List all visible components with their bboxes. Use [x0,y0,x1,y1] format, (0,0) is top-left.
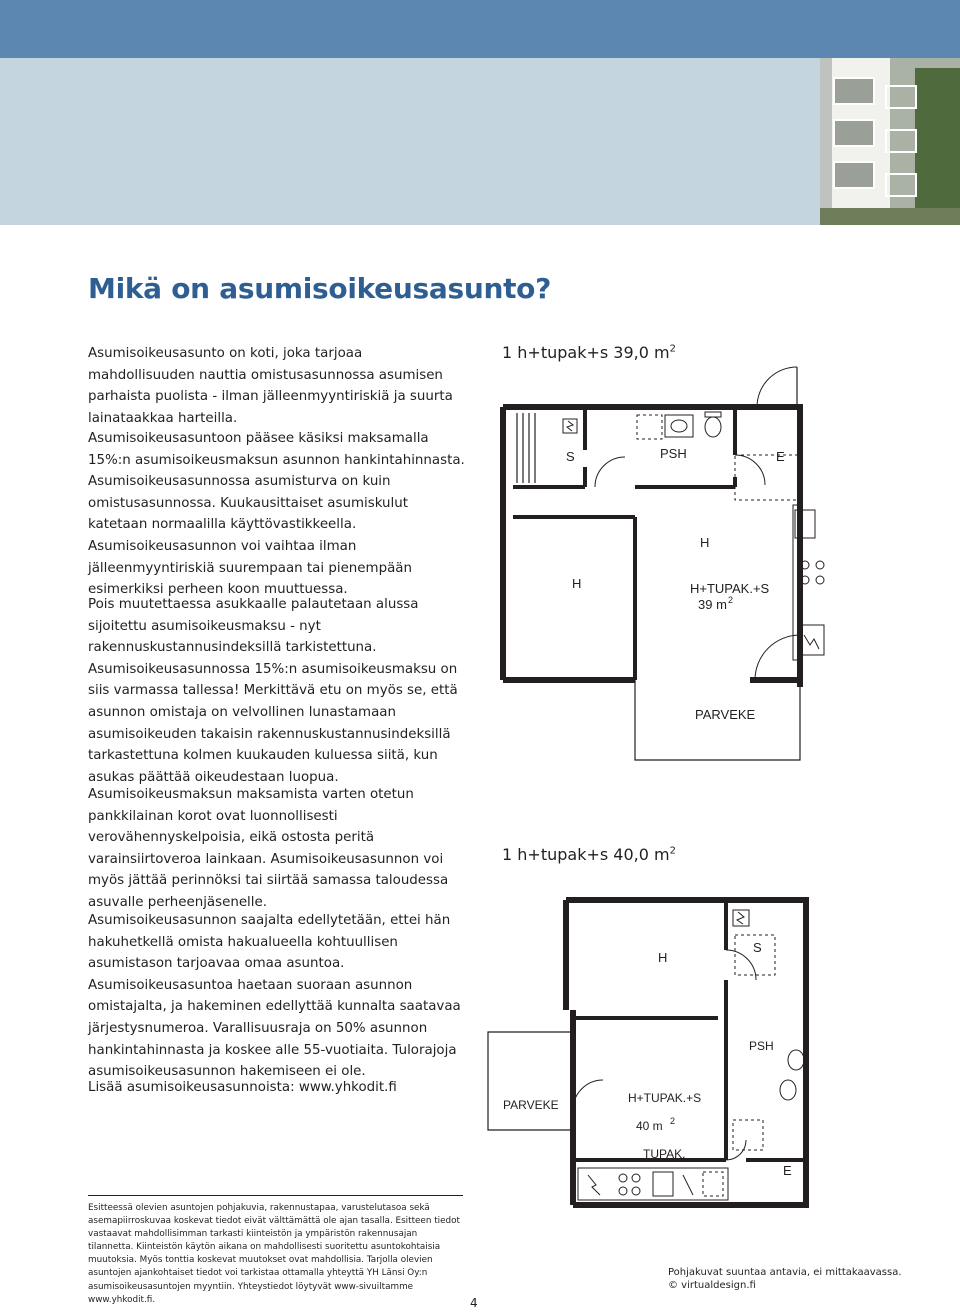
plan1-label-e: E [776,449,785,464]
plan1-label-s: S [566,449,575,464]
plan1-type-label: H+TUPAK.+S [690,581,770,596]
plan1-label-h-right: H [700,535,710,550]
more-info-link[interactable]: Lisää asumisoikeusasunnoista: www.yhkodit.fi [88,1080,397,1095]
plan1-title: 1 h+tupak+s 39,0 $m^2$ [502,343,676,362]
plan1-area-sup: 2 [728,595,734,605]
plan-disclaimer-line: Pohjakuvat suuntaa antavia, ei mittakaavassa. [668,1267,902,1278]
body-paragraph: Asumisoikeusasunnon saajalta edellytetään, ettei hän hakuhetkellä omista hakualueella kohtuullisen asumistason tarjoavaa omaa asuntoa. Asumisoikeusasuntoa haetaan suoraan asunnon omistajalta, ja hakeminen edellyttää kunnalta saatavaa järjestysnumeroa. Varallisuusraja on 50% asunnon hankintahinnasta ja koskee alle 55-vuotiaita. Tulorajoja asumisoikeusasunnon hakemiseen ei ole. [88,913,461,1080]
disclaimer-text: Esitteessä olevien asuntojen pohjakuvia, rakennustapaa, varustelutasoa sekä asemapiirroskuvaa koskevat tiedot eivät välttämättä ole ajan tasalla. Esitteen tiedot vastaavat mahdollisimman tarkasti kiinteistön ja ympäristön rakennusajan tilannetta. Kiinteistön käytön aikana on mahdollisesti suoritettu asuntokohtaisia muutoksia. Myös tonttia koskevat muutokset ovat mahdollisia. Tarjolla olevien asuntojen ajankohtaiset tiedot voi tarkistaa ottamalla yhteyttä YH Länsi Oy:n asumisoikeusasuntojen myyntiin. Yhteystiedot löytyvät www-sivuiltamme www.yhkodit.fi. [88,1203,460,1305]
page-title: Mikä on asumisoikeusasunto? [88,272,552,305]
plan2-balcony-label: PARVEKE [503,1098,559,1112]
floor-plan-2 [478,890,843,1215]
body-paragraph: Asumisoikeusmaksun maksamista varten otetun pankkilainan korot ovat luonnollisesti verovähennyskelpoisia, eikä ostosta peritä varainsiirtoveroa lainkaan. Asumisoikeusasunnon voi myös jättää perinnöksi tai siirtää samassa taloudessa asuvalle perheenjäsenelle. [88,787,449,910]
plan2-label-s: S [753,940,762,955]
plan1-label-h-left: H [572,576,582,591]
page-number: 4 [470,1296,478,1310]
plan2-label-psh: PSH [749,1039,774,1053]
building-photo [820,58,960,225]
floor-plan-1 [495,355,840,775]
plan-disclaimer [668,1266,902,1292]
footnote-rule [88,1195,463,1196]
body-paragraph: Pois muutettaessa asukkaalle palautetaan alussa sijoitettu asumisoikeusmaksu - nyt rakennuskustannusindeksillä tarkistettuna. Asumisoikeusasunnossa 15%:n asumisoikeusmaksu on siis varmassa tallessa! Merkittävä etu on myös se, että asunnon omistaja on velvollinen lunastamaan asumisoikeuden takaisin rakennuskustannusindeksillä tarkastettuna kolmen kuukauden kuluessa siitä, kun asukas päättää oikeudestaan luopua. [88,597,458,785]
plan1-balcony-label: PARVEKE [695,707,756,722]
plan2-label-h: H [658,950,668,965]
plan1-area-label: 39 m [698,597,727,612]
copyright-line: © virtualdesign.fi [668,1280,756,1291]
plan1-label-psh: PSH [660,446,687,461]
plan2-type-label: H+TUPAK.+S [628,1091,702,1105]
plan2-tupak-label: TUPAK. [643,1147,686,1161]
intro-paragraph: Asumisoikeusasunto on koti, joka tarjoaa mahdollisuuden nauttia omistusasunnossa asumisen parhaista puolista - ilman jälleenmyyntiriskiä ja suurta lainataakkaa harteilla. [88,346,453,426]
plan2-title: 1 h+tupak+s 40,0 $m^2$ [502,845,676,864]
plan2-area-sup: 2 [670,1116,676,1126]
top-color-band [0,0,960,58]
plan2-area-label: 40 m [636,1119,663,1133]
plan2-label-e: E [783,1163,792,1178]
header-band [0,58,960,225]
body-paragraph: Asumisoikeusasuntoon pääsee käsiksi maksamalla 15%:n asumisoikeusmaksun asunnon hankintahinnasta. Asumisoikeusasunnossa asumisturva on kuin omistusasunnossa. Kuukausittaiset asumiskulut katetaan normaalilla käyttövastikkeella. Asumisoikeusasunnon voi vaihtaa ilman jälleenmyyntiriskiä suurempaan tai pienempään esimerkiksi perheen koon muuttuessa. [88,431,465,598]
